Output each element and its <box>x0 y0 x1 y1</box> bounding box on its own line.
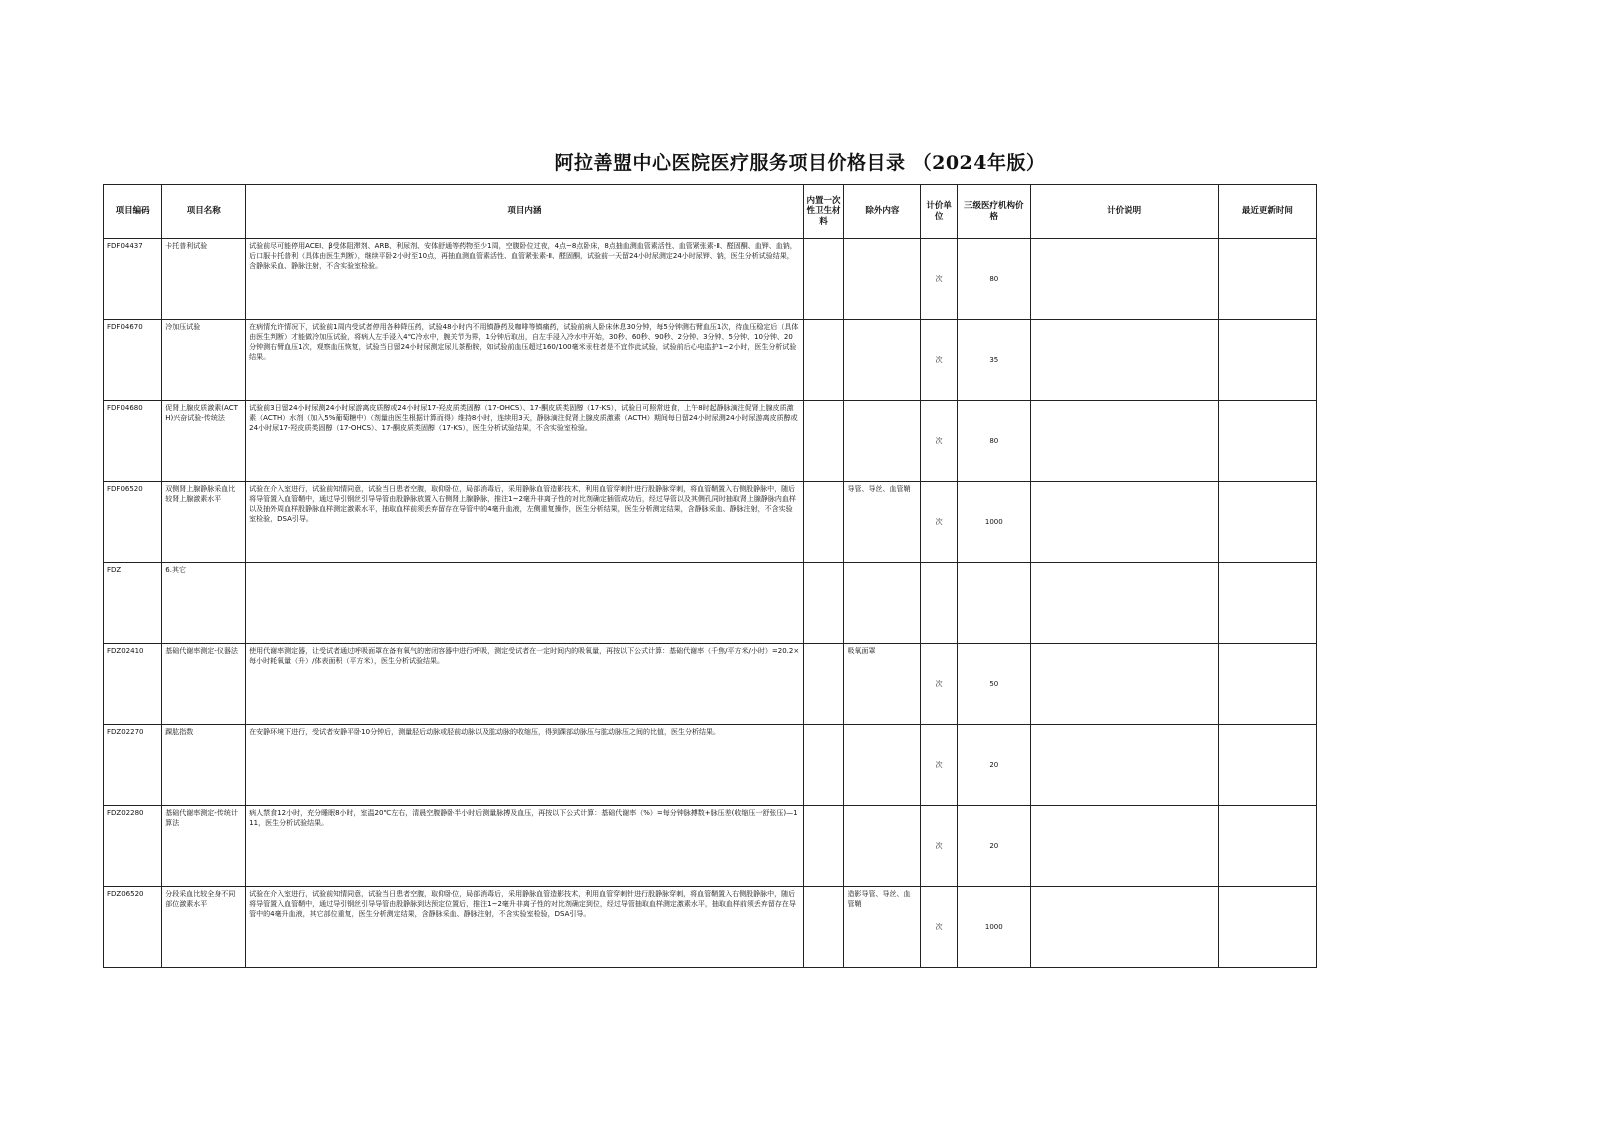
table-row <box>104 401 1317 482</box>
cell-disposable <box>803 644 844 725</box>
cell-disposable <box>803 725 844 806</box>
cell-price: 1000 <box>957 482 1030 563</box>
cell-code: FDZ <box>104 563 162 644</box>
cell-content: 病人禁食12小时，充分睡眠8小时，室温20℃左右，清晨空腹静卧半小时后测量脉搏及血压，再按以下公式计算：基础代谢率（%）=每分钟脉搏数+脉压差(收缩压一舒张压)—111，医生分析试验结果。 <box>246 806 803 887</box>
cell-price: 80 <box>957 239 1030 320</box>
cell-note <box>1030 239 1218 320</box>
cell-updated <box>1218 887 1316 968</box>
cell-excluded: 吸氧面罩 <box>844 644 921 725</box>
cell-updated <box>1218 644 1316 725</box>
cell-code: FDZ06520 <box>104 887 162 968</box>
cell-name: 基础代谢率测定-传统计算法 <box>162 806 246 887</box>
cell-content: 在安静环境下进行，受试者安静平卧10分钟后，测量胫后动脉或胫前动脉以及肱动脉的收缩压，得到踝部动脉压与肱动脉压之间的比值，医生分析结果。 <box>246 725 803 806</box>
cell-updated <box>1218 401 1316 482</box>
header-note: 计价说明 <box>1030 185 1218 239</box>
table-row <box>104 239 1317 320</box>
header-name: 项目名称 <box>162 185 246 239</box>
cell-unit: 次 <box>921 239 958 320</box>
table-row <box>104 320 1317 401</box>
cell-price: 80 <box>957 401 1030 482</box>
cell-unit: 次 <box>921 806 958 887</box>
cell-disposable <box>803 887 844 968</box>
cell-updated <box>1218 725 1316 806</box>
cell-note <box>1030 887 1218 968</box>
cell-excluded <box>844 320 921 401</box>
cell-note <box>1030 725 1218 806</box>
table-row <box>104 887 1317 968</box>
cell-excluded <box>844 239 921 320</box>
cell-disposable <box>803 482 844 563</box>
cell-unit: 次 <box>921 320 958 401</box>
cell-note <box>1030 482 1218 563</box>
table-row <box>104 725 1317 806</box>
table-row <box>104 644 1317 725</box>
cell-code: FDF04680 <box>104 401 162 482</box>
cell-unit: 次 <box>921 401 958 482</box>
cell-excluded <box>844 401 921 482</box>
cell-content <box>246 563 803 644</box>
cell-updated <box>1218 320 1316 401</box>
header-row <box>104 185 1317 239</box>
header-updated: 最近更新时间 <box>1218 185 1316 239</box>
cell-note <box>1030 320 1218 401</box>
cell-disposable <box>803 320 844 401</box>
header-content: 项目内涵 <box>246 185 803 239</box>
price-table <box>103 184 1317 968</box>
cell-price: 20 <box>957 806 1030 887</box>
cell-name: 双侧肾上腺静脉采血比较肾上腺激素水平 <box>162 482 246 563</box>
cell-updated <box>1218 806 1316 887</box>
cell-content: 试验在介入室进行，试验前知情同意，试验当日患者空腹，取仰卧位，局部消毒后，采用静脉血管造影技术，利用血管穿刺针进行股静脉穿刺，将血管鞘置入右侧股静脉中，随后将导管置入血管鞘中，通过导引钢丝引导导管由股静脉放置入右侧肾上腺静脉，推注1~2毫升非离子性的对比剂确定插管成功后，经过导管以及其侧孔同时抽取肾上腺静脉内血样以及抽外周血样股静脉血样测定激素水平，抽取血样前须丢弃留存在导管中的4毫升血液，左侧重复操作，医生分析结果，医生分析测定结果，含静脉采血、静脉注射，不含实验室检验，DSA引导。 <box>246 482 803 563</box>
cell-disposable <box>803 239 844 320</box>
cell-excluded <box>844 725 921 806</box>
cell-name: 促肾上腺皮质激素(ACTH)兴奋试验-传统法 <box>162 401 246 482</box>
cell-updated <box>1218 563 1316 644</box>
cell-price: 50 <box>957 644 1030 725</box>
header-disposable: 内置一次性卫生材料 <box>803 185 844 239</box>
cell-unit: 次 <box>921 644 958 725</box>
cell-name: 6.其它 <box>162 563 246 644</box>
cell-excluded <box>844 563 921 644</box>
header-unit: 计价单位 <box>921 185 958 239</box>
cell-note <box>1030 563 1218 644</box>
cell-note <box>1030 806 1218 887</box>
cell-code: FDF06520 <box>104 482 162 563</box>
cell-excluded: 造影导管、导丝、血管鞘 <box>844 887 921 968</box>
table-row <box>104 806 1317 887</box>
cell-disposable <box>803 401 844 482</box>
cell-code: FDF04437 <box>104 239 162 320</box>
cell-note <box>1030 401 1218 482</box>
header-excluded: 除外内容 <box>844 185 921 239</box>
cell-price: 1000 <box>957 887 1030 968</box>
cell-content: 试验前3日留24小时尿测24小时尿游离皮质醇或24小时尿17-羟皮质类固醇（17-OHCS）、17-酮皮质类固醇（17-KS），试验日可照常进食，上午8时起静脉滴注促肾上腺皮质激素（ACTH）水剂（加入5%葡萄糖中）（剂量由医生根据计算而得）维持8小时，连续用3天，静脉滴注促肾上腺皮质激素（ACTH）期间每日留24小时尿测24小时尿游离皮质醇或24小时尿17-羟皮质类固醇（17-OHCS）、17-酮皮质类固醇（17-KS），医生分析试验结果，不含实验室检验。 <box>246 401 803 482</box>
cell-code: FDZ02280 <box>104 806 162 887</box>
cell-unit: 次 <box>921 725 958 806</box>
cell-disposable <box>803 563 844 644</box>
header-code: 项目编码 <box>104 185 162 239</box>
cell-note <box>1030 644 1218 725</box>
table-row <box>104 563 1317 644</box>
cell-content: 试验前尽可能停用ACEI、β受体阻滞剂、ARB、利尿剂、安体舒通等药物至少1周，空腹卧位过夜，4点~8点卧床，8点抽血测血管素活性、血管紧张素-Ⅱ、醛固酮、血钾、血钠，后口服卡托普利（具体由医生判断），继续平卧2小时至10点，再抽血测血管素活性、血管紧张素-Ⅱ、醛固酮，试验前一天留24小时尿测定24小时尿钾、钠，医生分析试验结果，含静脉采血、静脉注射，不含实验室检验。 <box>246 239 803 320</box>
cell-code: FDZ02270 <box>104 725 162 806</box>
cell-excluded: 导管、导丝、血管鞘 <box>844 482 921 563</box>
page-title: 阿拉善盟中心医院医疗服务项目价格目录 （2024年版） <box>554 152 1046 174</box>
table-row <box>104 482 1317 563</box>
cell-unit: 次 <box>921 482 958 563</box>
cell-price: 35 <box>957 320 1030 401</box>
cell-name: 卡托普利试验 <box>162 239 246 320</box>
cell-name: 分段采血比较全身不同部位激素水平 <box>162 887 246 968</box>
cell-price: 20 <box>957 725 1030 806</box>
header-price: 三级医疗机构价格 <box>957 185 1030 239</box>
cell-name: 冷加压试验 <box>162 320 246 401</box>
cell-content: 在病情允许情况下，试验前1周内受试者停用各种降压药，试验48小时内不用镇静药及咖啡等镇痛药，试验前病人卧床休息30分钟，每5分钟测右臂血压1次，待血压稳定后（具体由医生判断）才能做冷加压试验，将病人左手浸入4℃冷水中，腕关节为界，1分钟后取出，自左手浸入冷水中开始，30秒、60秒、90秒、2分钟、3分钟、5分钟、10分钟、20分钟测右臂血压1次，观察血压恢复，试验当日留24小时尿测定尿儿茶酚胺，如试验前血压超过160/100毫米汞柱者是不宜作此试验，试验前后心电监护1~2小时，医生分析试验结果。 <box>246 320 803 401</box>
cell-code: FDZ02410 <box>104 644 162 725</box>
cell-disposable <box>803 806 844 887</box>
cell-code: FDF04670 <box>104 320 162 401</box>
cell-content: 使用代谢率测定器，让受试者通过呼吸面罩在备有氧气的密闭容器中进行呼吸，测定受试者在一定时间内的吸氧量，再按以下公式计算：基础代谢率（千焦/平方米/小时）=20.2×每小时耗氧量（升）/体表面积（平方米），医生分析试验结果。 <box>246 644 803 725</box>
cell-updated <box>1218 239 1316 320</box>
cell-unit <box>921 563 958 644</box>
cell-excluded <box>844 806 921 887</box>
cell-price <box>957 563 1030 644</box>
cell-name: 基础代谢率测定-仪器法 <box>162 644 246 725</box>
cell-unit: 次 <box>921 887 958 968</box>
cell-name: 踝肱指数 <box>162 725 246 806</box>
cell-content: 试验在介入室进行，试验前知情同意，试验当日患者空腹，取仰卧位，局部消毒后，采用静脉血管造影技术，利用血管穿刺针进行股静脉穿刺，将血管鞘置入右侧股静脉中，随后将导管置入血管鞘中，通过导引钢丝引导导管由股静脉到达预定位置后，推注1~2毫升非离子性的对比剂确定到位，经过导管抽取血样测定激素水平，抽取血样前须丢弃留存在导管中的4毫升血液，其它部位重复，医生分析测定结果，含静脉采血、静脉注射，不含实验室检验，DSA引导。 <box>246 887 803 968</box>
cell-updated <box>1218 482 1316 563</box>
